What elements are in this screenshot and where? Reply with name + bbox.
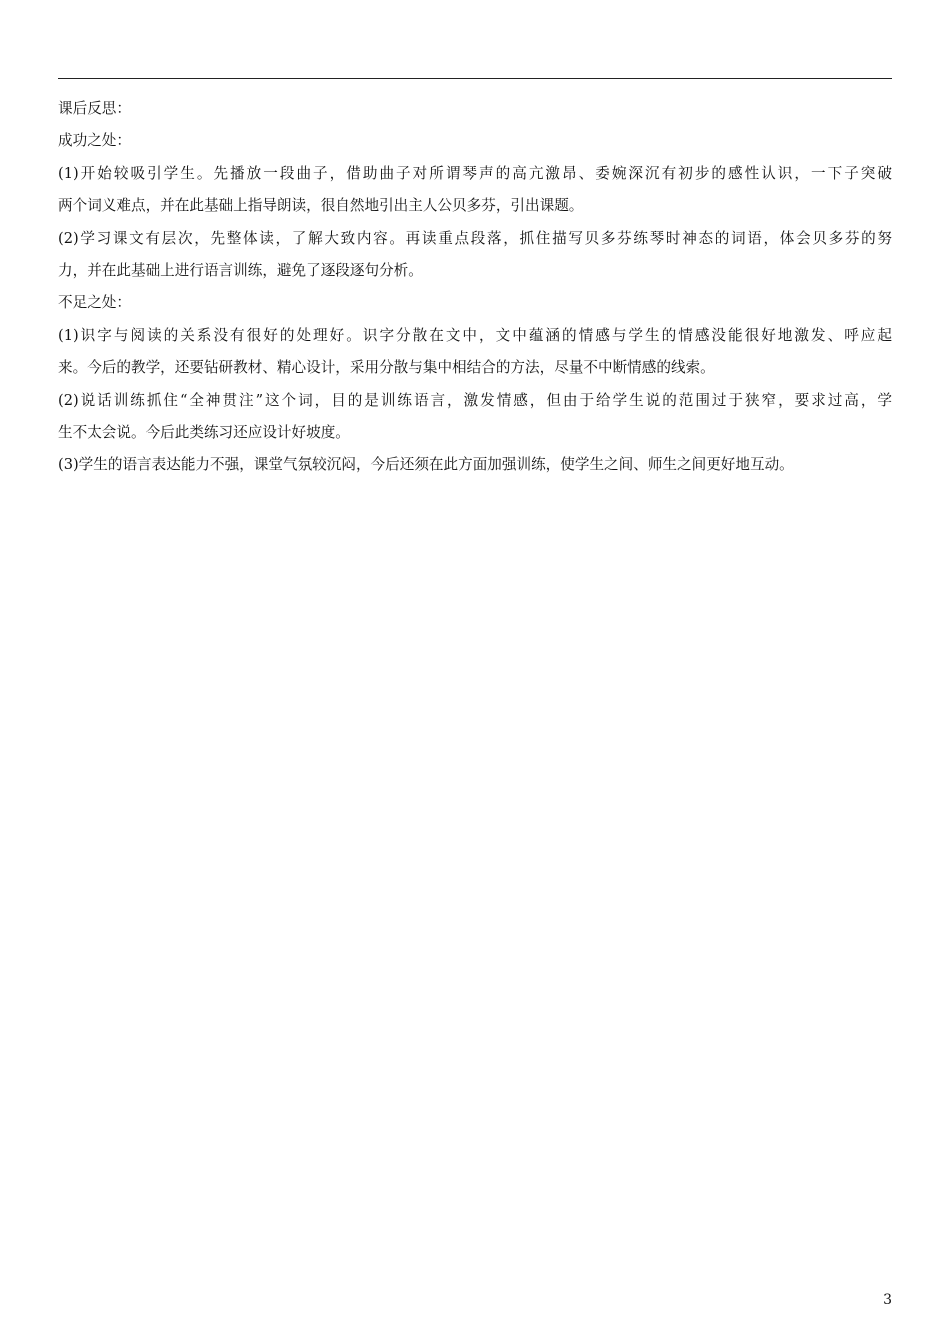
header-rule <box>58 78 892 79</box>
shortcoming-item-2-line-1: (2)说话训练抓住“全神贯注”这个词，目的是训练语言，激发情感，但由于给学生说的范围过于狭窄，要求过高，学 <box>58 391 892 409</box>
success-item-2-line-1: (2)学习课文有层次，先整体读，了解大致内容。再读重点段落，抓住描写贝多芬练琴时神态的词语，体会贝多芬的努 <box>58 229 892 247</box>
shortcoming-item-1 <box>58 320 892 385</box>
shortcoming-item-1-line-1: (1)识字与阅读的关系没有很好的处理好。识字分散在文中，文中蕴涵的情感与学生的情感没能很好地激发、呼应起 <box>58 326 892 344</box>
success-heading: 成功之处： <box>58 132 131 150</box>
success-item-1-line-2: 两个词义难点，并在此基础上指导朗读，很自然地引出主人公贝多芬，引出课题。 <box>58 197 584 215</box>
page-number: 3 <box>883 1292 892 1308</box>
section-title: 课后反思： <box>58 100 131 117</box>
shortcoming-item-2-line-2: 生不太会说。今后此类练习还应设计好坡度。 <box>58 424 350 442</box>
shortcoming-item-3 <box>58 449 892 481</box>
shortcoming-item-3-line-1: (3)学生的语言表达能力不强，课堂气氛较沉闷，今后还须在此方面加强训练，使学生之间、师生之间更好地互动。 <box>58 456 794 474</box>
shortcoming-item-2 <box>58 385 892 450</box>
success-item-1 <box>58 158 892 223</box>
success-item-1-line-1: (1)开始较吸引学生。先播放一段曲子，借助曲子对所谓琴声的高亢激昂、委婉深沉有初步的感性认识，一下子突破 <box>58 164 892 182</box>
shortcoming-heading: 不足之处： <box>58 294 131 312</box>
document-body <box>58 93 892 482</box>
success-item-2-line-2: 力，并在此基础上进行语言训练，避免了逐段逐句分析。 <box>58 262 423 280</box>
shortcoming-item-1-line-2: 来。今后的教学，还要钻研教材、精心设计，采用分散与集中相结合的方法，尽量不中断情感的线索。 <box>58 359 715 377</box>
success-item-2 <box>58 223 892 288</box>
